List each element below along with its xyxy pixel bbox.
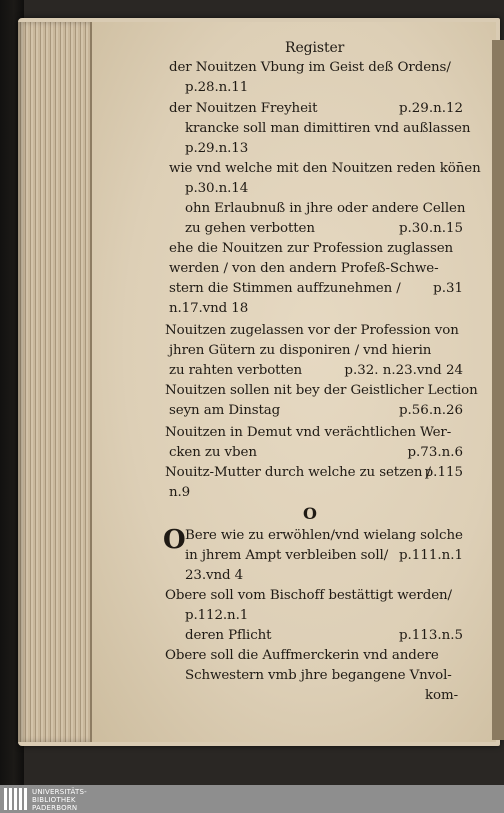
index-line: cken zu vben: [169, 445, 257, 460]
index-line: deren Pflicht: [185, 628, 272, 643]
logo-text-line: BIBLIOTHEK: [32, 796, 76, 804]
index-line: zu rahten verbotten: [169, 363, 303, 378]
index-line: der Nouitzen Freyheit: [169, 101, 318, 116]
index-ref: p.56.n.26: [398, 403, 463, 418]
index-line: Obere soll die Auffmerckerin vnd andere: [165, 648, 439, 663]
index-line: Schwestern vmb jhre begangene Vnvol-: [185, 668, 452, 683]
catchword: kom-: [425, 688, 458, 703]
logo-text-line: PADERBORN: [32, 804, 78, 812]
initial-letter: O: [163, 525, 186, 555]
index-line: n.9: [169, 485, 191, 500]
index-line: werden / von den andern Profeß-Schwe-: [169, 261, 439, 276]
index-line: Obere soll vom Bischoff bestättigt werden/: [165, 588, 452, 603]
index-ref: p.111.n.1: [398, 548, 463, 563]
index-line: Nouitzen sollen nit bey der Geistlicher Lection: [165, 383, 478, 398]
index-line: p.28.n.11: [185, 80, 249, 95]
index-line: zu gehen verbotten: [185, 221, 315, 236]
index-line: Bere wie zu erwöhlen/vnd wielang solche: [185, 528, 463, 543]
index-text: [163, 40, 481, 720]
index-line: ehe die Nouitzen zur Profession zuglassen: [169, 241, 454, 256]
index-line: p.112.n.1: [185, 608, 249, 623]
page-right-edge: [492, 40, 504, 740]
logo-text-line: UNIVERSITÄTS-: [32, 788, 87, 796]
index-line: p.30.n.14: [185, 181, 249, 196]
library-logo-icon: [4, 788, 28, 810]
index-ref: p.31: [433, 281, 463, 296]
index-line: ohn Erlaubnuß in jhre oder andere Cellen: [185, 201, 466, 216]
index-line: jhren Gütern zu disponiren / vnd hierin: [169, 343, 432, 358]
index-line: stern die Stimmen auffzunehmen /: [169, 281, 401, 296]
index-ref: p.115: [424, 465, 463, 480]
index-line: Nouitzen zugelassen vor der Profession von: [165, 323, 459, 338]
page-edges: [18, 22, 92, 742]
index-ref: p.29.n.12: [398, 101, 463, 116]
index-line: krancke soll man dimittiren vnd außlassen: [185, 121, 471, 136]
index-line: in jhrem Ampt verbleiben soll/: [185, 548, 389, 563]
index-line: p.29.n.13: [185, 141, 249, 156]
index-line: 23.vnd 4: [185, 568, 244, 583]
section-letter: O: [303, 504, 317, 523]
index-line: der Nouitzen Vbung im Geist deß Ordens/: [169, 60, 451, 75]
library-footer: [0, 785, 504, 813]
index-line: Nouitzen in Demut vnd verächtlichen Wer-: [165, 425, 452, 440]
index-ref: p.30.n.15: [398, 221, 463, 236]
index-line: n.17.vnd 18: [169, 301, 249, 316]
index-ref: p.32. n.23.vnd 24: [344, 363, 463, 378]
index-line: seyn am Dinstag: [169, 403, 281, 418]
index-line: Nouitz-Mutter durch welche zu setzen /: [165, 465, 431, 480]
index-ref: p.113.n.5: [398, 628, 463, 643]
running-header: Register: [285, 40, 345, 56]
index-ref: p.73.n.6: [407, 445, 463, 460]
index-line: wie vnd welche mit den Nouitzen reden kön̄en: [169, 161, 481, 176]
